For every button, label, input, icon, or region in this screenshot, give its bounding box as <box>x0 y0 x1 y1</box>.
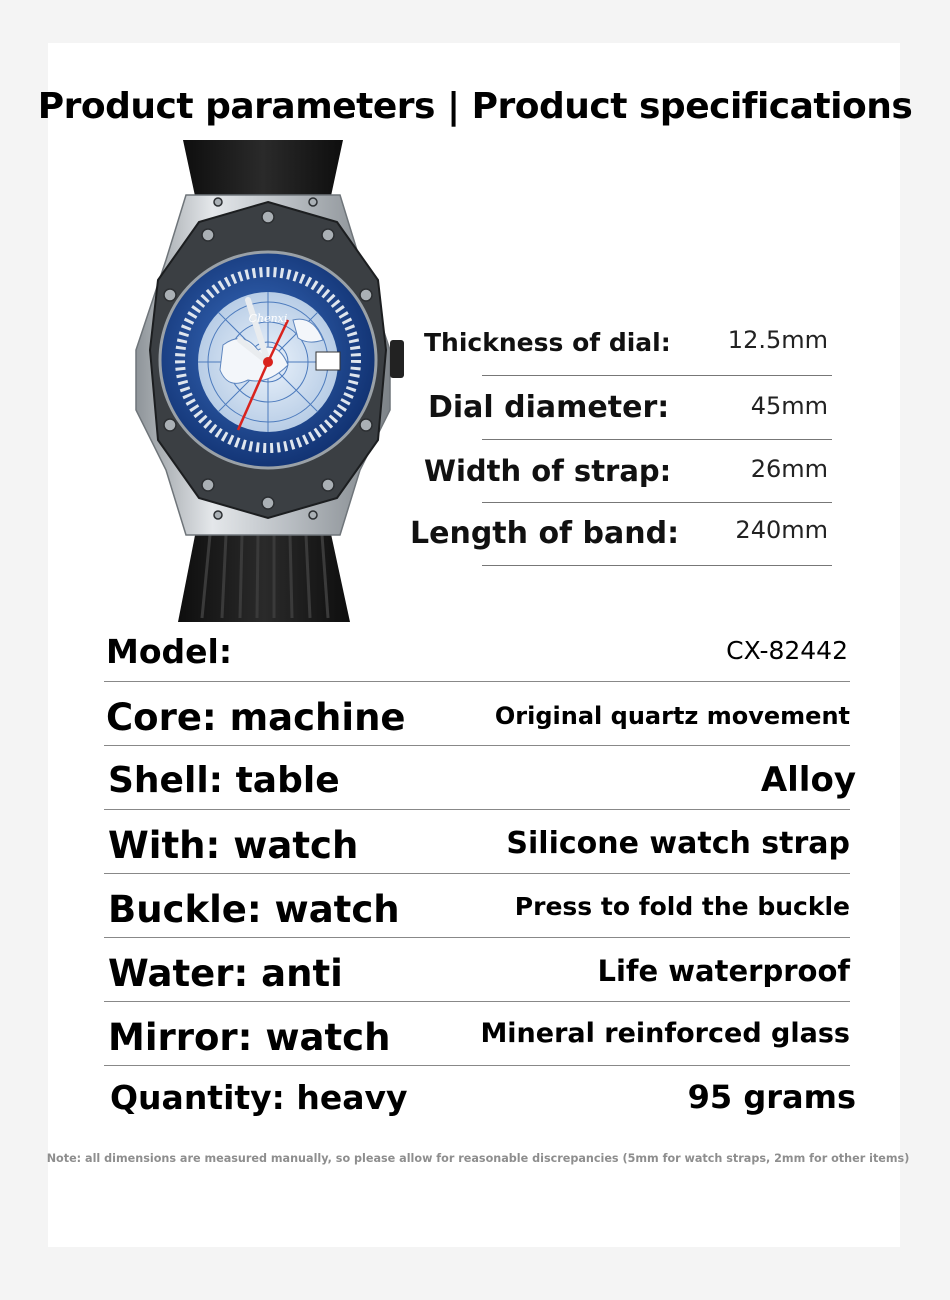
spec-row-water <box>104 938 850 1002</box>
spec-row-weight <box>104 1066 856 1130</box>
spec-value: CX-82442 <box>726 636 848 665</box>
spec-row-model <box>104 618 850 682</box>
spec-row-shell <box>104 746 856 810</box>
spec-value: Original quartz movement <box>494 702 850 730</box>
dimension-value: 12.5mm <box>727 326 828 354</box>
spec-label: Core: machine <box>106 696 406 739</box>
dimension-label: Length of band: <box>410 516 680 551</box>
dimension-value: 240mm <box>735 516 828 544</box>
spec-value: Mineral reinforced glass <box>480 1018 850 1049</box>
dimension-label: Width of strap: <box>424 454 672 488</box>
spec-label: With: watch <box>108 824 359 867</box>
spec-label: Shell: table <box>108 760 340 801</box>
divider <box>482 565 832 566</box>
spec-row-strap <box>104 810 850 874</box>
spec-value: Life waterproof <box>597 954 850 988</box>
spec-label: Quantity: heavy <box>110 1078 408 1117</box>
dimension-row-thickness <box>404 312 832 376</box>
watch-image <box>128 140 408 622</box>
spec-value: 95 grams <box>687 1078 856 1116</box>
spec-value: Press to fold the buckle <box>514 892 850 921</box>
spec-value: Alloy <box>760 760 856 800</box>
spec-value: Silicone watch strap <box>506 826 850 861</box>
watch-brand-text: Chenxi <box>248 312 288 325</box>
spec-label: Water: anti <box>108 952 343 995</box>
dimension-row-diameter <box>404 376 832 440</box>
spec-row-buckle <box>104 874 850 938</box>
spec-label: Buckle: watch <box>108 888 400 931</box>
spec-label: Mirror: watch <box>108 1016 391 1059</box>
spec-row-mirror <box>104 1002 850 1066</box>
spec-label: Model: <box>106 632 233 671</box>
dimension-label: Thickness of dial: <box>424 328 671 357</box>
page-title: Product parameters | Product specifications <box>37 86 913 127</box>
dimension-row-band-length <box>404 502 832 566</box>
dimension-row-strap-width <box>404 439 832 503</box>
measurement-note: Note: all dimensions are measured manually, so please allow for reasonable discrepancies (5mm for watch straps, 2mm for other items) <box>46 1152 910 1165</box>
dimension-label: Dial diameter: <box>428 390 670 425</box>
dimension-value: 26mm <box>750 455 828 483</box>
dimension-value: 45mm <box>750 392 828 420</box>
spec-row-core <box>104 682 850 746</box>
